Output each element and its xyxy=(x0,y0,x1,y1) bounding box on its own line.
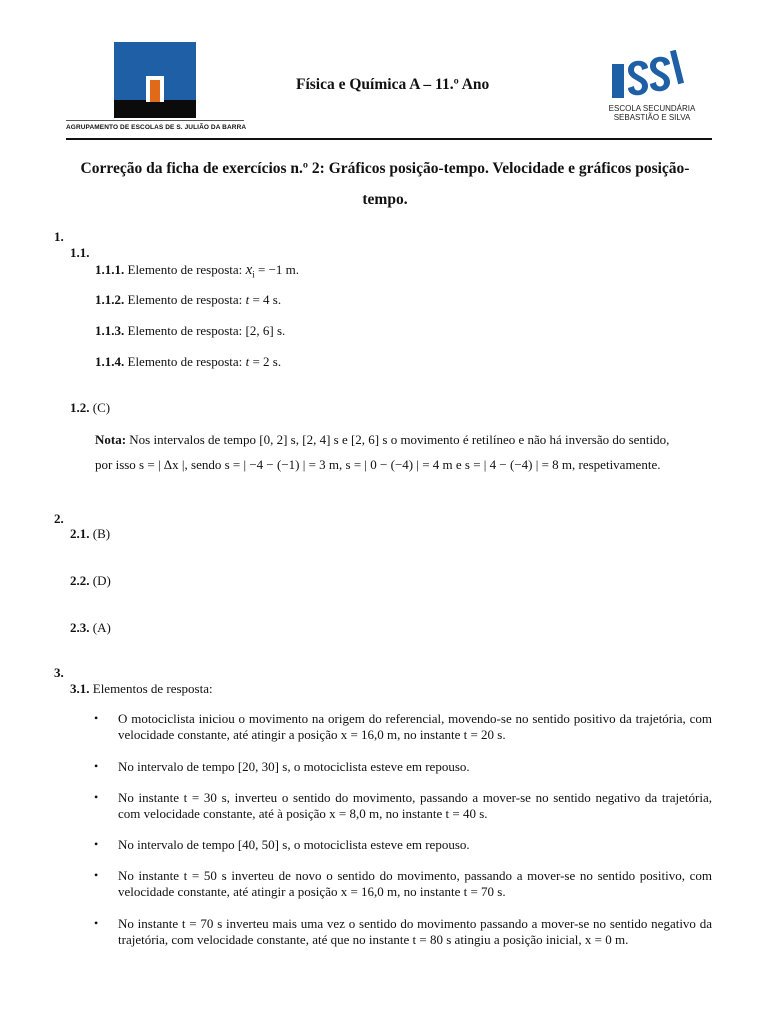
answer-2-3: 2.3. (A) xyxy=(70,620,111,635)
answer-1-2: 1.2. (C) xyxy=(70,400,111,415)
q1-number: 1. xyxy=(54,229,64,244)
bullet-icon: • xyxy=(94,868,99,882)
q3-1-heading: 3.1. Elementos de resposta: xyxy=(70,681,213,696)
bullet-item-3: No instante t = 30 s, inverteu o sentido do movimento, passando a mover-se no sentido negativo da trajetória, com velocidade constante, até à posição x = 8,0 m, no instante t = 40 s. xyxy=(118,790,712,821)
ess-logo-icon xyxy=(612,50,692,100)
document-title: Correção da ficha de exercícios n.º 2: Gráficos posição-tempo. Velocidade e gráficos posição-tempo. xyxy=(80,160,690,208)
answer-1-1-1: 1.1.1. Elemento de resposta: $x_i = -1$ m. xyxy=(95,262,300,280)
bullet-icon: • xyxy=(94,790,99,804)
answer-1-1-2: 1.1.2. Elemento de resposta: t = 4 s. xyxy=(95,292,282,307)
logo-black-block xyxy=(114,100,196,118)
bullet-icon: • xyxy=(94,837,99,851)
bullet-item-5: No instante t = 50 s inverteu de novo o sentido do movimento, passando a mover-se no sentido positivo, com velocidade constante, até atingir a posição x = 16,0 m, no instante t = 70 s. xyxy=(118,868,712,899)
bullet-icon: • xyxy=(94,916,99,930)
bullet-icon: • xyxy=(94,759,99,773)
note-line-1: Nota: Nos intervalos de tempo [0, 2] s, [2, 4] s e [2, 6] s o movimento é retilíneo e não há inversão do sentido, xyxy=(95,432,670,447)
bullet-icon: • xyxy=(94,711,99,725)
bullet-item-4: No intervalo de tempo [40, 50] s, o motociclista esteve em repouso. xyxy=(118,837,470,852)
school-group-caption: AGRUPAMENTO DE ESCOLAS DE S. JULIÃO DA BARRA xyxy=(66,124,247,131)
school-name-line2: SEBASTIÃO E SILVA xyxy=(613,113,691,122)
answer-2-2: 2.2. (D) xyxy=(70,573,111,588)
logo-rule xyxy=(66,120,244,121)
note-line-2: por isso s = | Δx |, sendo s = | −4 − (−1) | = 3 m, s = | 0 − (−4) | = 4 m e s = | 4 − (−4) | = 8 m, respetivamente. xyxy=(95,457,661,472)
course-title: Física e Química A – 11.º Ano xyxy=(296,76,490,93)
header-divider xyxy=(66,138,712,140)
school-logo xyxy=(594,50,706,130)
answer-2-1: 2.1. (B) xyxy=(70,526,111,541)
school-name-line1: ESCOLA SECUNDÁRIA xyxy=(608,104,696,113)
bullet-item-1: O motociclista iniciou o movimento na origem do referencial, movendo-se no sentido positivo da trajetória, com velocidade constante, até atingir a posição x = 16,0 m, no instante t = 20 s. xyxy=(118,711,712,742)
bullet-item-2: No intervalo de tempo [20, 30] s, o motociclista esteve em repouso. xyxy=(118,759,470,774)
answer-1-1-3: 1.1.3. Elemento de resposta: [2, 6] s. xyxy=(95,323,286,338)
logo-door xyxy=(150,80,160,102)
q3-number: 3. xyxy=(54,665,64,680)
school-group-logo xyxy=(66,40,247,136)
answer-1-1-4: 1.1.4. Elemento de resposta: t = 2 s. xyxy=(95,354,282,369)
q1-1-number: 1.1. xyxy=(70,245,90,260)
bullet-item-6: No instante t = 70 s inverteu mais uma vez o sentido do movimento passando a mover-se no sentido negativo da trajetória, com velocidade constante, até que no instante t = 80 s atingiu a posição inicial, x = 0 m. xyxy=(118,916,712,947)
q2-number: 2. xyxy=(54,511,64,526)
